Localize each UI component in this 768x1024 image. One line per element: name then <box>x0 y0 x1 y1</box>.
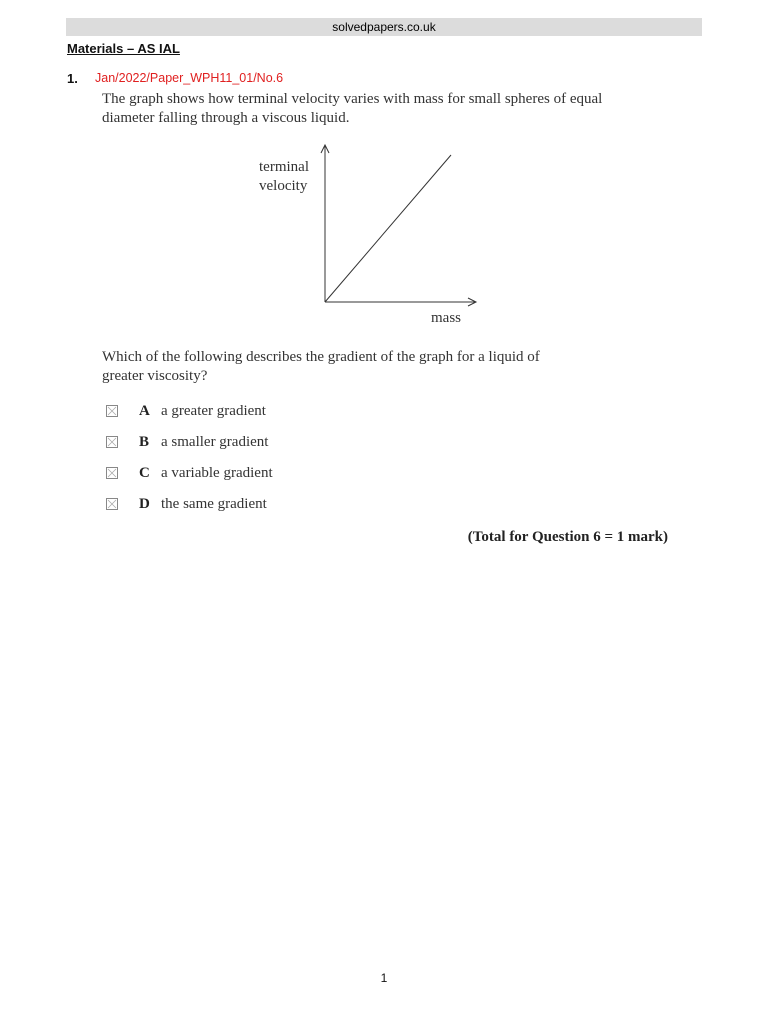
checkbox-icon[interactable] <box>106 436 118 448</box>
option-letter: D <box>139 495 150 512</box>
x-axis-label: mass <box>431 310 461 326</box>
series-line <box>325 155 451 302</box>
question-total: (Total for Question 6 = 1 mark) <box>467 529 668 545</box>
y-axis-label-line-1: terminal <box>259 159 309 175</box>
option-text: a variable gradient <box>161 464 273 481</box>
checkbox-icon[interactable] <box>106 498 118 510</box>
option-text: a greater gradient <box>161 402 266 419</box>
checkbox-icon[interactable] <box>106 405 118 417</box>
option-d[interactable] <box>106 494 267 514</box>
stem-line-2: diameter falling through a viscous liquid. <box>102 110 350 126</box>
option-letter: A <box>139 402 150 419</box>
section-title: Materials – AS IAL <box>67 41 180 56</box>
site-header: solvedpapers.co.uk <box>66 18 702 36</box>
y-axis-label <box>259 158 309 196</box>
checkbox-icon[interactable] <box>106 467 118 479</box>
question-reference: Jan/2022/Paper_WPH11_01/No.6 <box>95 71 284 85</box>
prompt-line-2: greater viscosity? <box>102 368 208 384</box>
option-c[interactable] <box>106 463 273 483</box>
option-b[interactable] <box>106 432 268 452</box>
stem-line-1: The graph shows how terminal velocity varies with mass for small spheres of equal <box>102 91 603 107</box>
question-prompt <box>102 348 622 386</box>
question-stem <box>102 90 642 128</box>
option-text: a smaller gradient <box>161 433 269 450</box>
prompt-line-1: Which of the following describes the gradient of the graph for a liquid of <box>102 349 540 365</box>
option-text: the same gradient <box>161 495 267 512</box>
option-letter: B <box>139 433 150 450</box>
question-number: 1. <box>67 71 78 86</box>
option-letter: C <box>139 464 150 481</box>
option-a[interactable] <box>106 401 266 421</box>
y-axis-label-line-2: velocity <box>259 178 308 194</box>
page-number: 1 <box>380 971 388 985</box>
